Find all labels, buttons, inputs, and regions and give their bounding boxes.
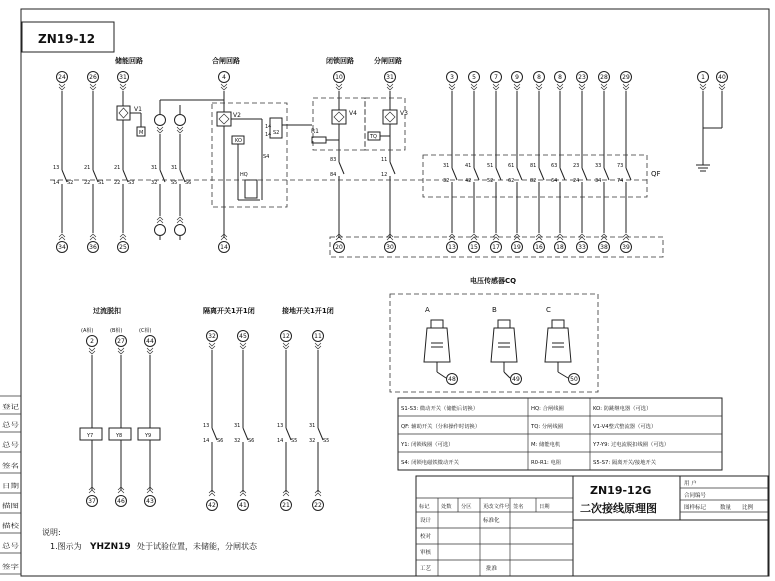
contact-top-number: 61 xyxy=(508,163,515,169)
contact-top-number: 13 xyxy=(277,423,284,429)
hq-coil xyxy=(245,180,257,198)
contact-bottom-number: 82 xyxy=(530,178,537,184)
terminal-label: 32 xyxy=(208,333,216,341)
legend-cell: M: 储能电机 xyxy=(531,442,561,448)
r1-resistor xyxy=(312,137,326,143)
title-drawing_no: 图样标记 xyxy=(684,505,707,511)
connector-chevron xyxy=(449,237,455,240)
s-top-num: 14 xyxy=(265,132,272,138)
strip-label: 签字 xyxy=(2,564,15,571)
title-header-cell: 更改文件号 xyxy=(483,504,510,510)
connector-chevron xyxy=(283,343,289,346)
earthing-title: 接地开关1开1闭 xyxy=(282,307,334,315)
contact-top-number: 13 xyxy=(53,165,60,171)
switch-blade xyxy=(560,168,565,180)
terminal-label: 25 xyxy=(119,244,127,252)
terminal-label: 18 xyxy=(556,244,564,252)
switch-blade xyxy=(390,162,395,174)
sensor-cap xyxy=(498,320,510,328)
terminal-label: 36 xyxy=(89,244,97,252)
contact-top-number: 13 xyxy=(203,423,210,429)
title-approve: 批准 xyxy=(486,566,498,572)
connector-chevron xyxy=(221,237,227,240)
hq-label: HQ xyxy=(240,172,248,178)
overcurrent-title: 过流脱扣 xyxy=(93,307,121,315)
phase-tag: (B相) xyxy=(110,328,123,334)
connector-chevron xyxy=(471,84,477,87)
isolator-title: 隔离开关1开1闭 xyxy=(203,307,255,315)
terminal-label: 12 xyxy=(282,333,290,341)
title-header-cell: 标记 xyxy=(419,504,430,510)
contact-bottom-number: S5 xyxy=(171,180,178,186)
terminal-label: 28 xyxy=(600,74,608,82)
terminal-label: 48 xyxy=(448,376,456,384)
contact-bottom-number: 62 xyxy=(508,178,515,184)
contact-top-number: 31 xyxy=(171,165,178,171)
terminal-label: 37 xyxy=(88,498,96,506)
connector-chevron xyxy=(514,237,520,240)
contact-top-number: 41 xyxy=(465,163,472,169)
right-terminal-40-label: 40 xyxy=(718,74,726,82)
terminal-label: 24 xyxy=(58,74,66,82)
connector-chevron xyxy=(59,237,65,240)
s-top-name: S2 xyxy=(273,130,280,136)
wire xyxy=(558,372,568,378)
legend-cell: Y7-Y9: 过电流脱扣线圈（可选） xyxy=(593,442,670,448)
connector-chevron xyxy=(240,343,246,346)
terminal-label: 8 xyxy=(537,74,541,82)
contact-top-number: 21 xyxy=(84,165,91,171)
v1-label: V1 xyxy=(134,106,142,113)
title-header-cell: 日期 xyxy=(539,504,550,510)
trip-coil-label: Y7 xyxy=(87,433,94,439)
terminal-label: 38 xyxy=(600,244,608,252)
legend-cell: Y1: 闭锁线圈（可选） xyxy=(401,442,454,448)
contact-top-number: 31 xyxy=(151,165,158,171)
terminal-label: 43 xyxy=(146,498,154,506)
contact-top-number: 31 xyxy=(309,423,316,429)
connector-chevron xyxy=(449,84,455,87)
terminal-label: 3 xyxy=(450,74,454,82)
terminal-label: 31 xyxy=(119,74,127,82)
title-contract: 合同编号 xyxy=(684,493,707,499)
title-row-label: 设计 xyxy=(420,518,432,524)
switch-blade xyxy=(539,168,544,180)
connector-chevron xyxy=(387,237,393,240)
connector-chevron xyxy=(177,127,183,130)
r1-label: R1 xyxy=(311,128,319,135)
lockout-bottom-terminal-label: 20 xyxy=(335,244,343,252)
contact-top-number: 23 xyxy=(573,163,580,169)
terminal-label: 34 xyxy=(58,244,66,252)
contact-top-number: 63 xyxy=(551,163,558,169)
title-header-cell: 处数 xyxy=(441,504,452,510)
connector-chevron xyxy=(118,490,124,493)
connector-chevron xyxy=(120,84,126,87)
legend-cell: S5-S7: 隔离开关/接地开关 xyxy=(593,460,657,466)
voltage-sensor-title: 电压传感器CQ xyxy=(470,277,517,285)
strip-label: 描图 xyxy=(2,503,15,510)
title-name: 二次接线原理图 xyxy=(580,502,657,515)
contact-bottom-number: 14 xyxy=(203,438,210,444)
contact-name: S6 xyxy=(217,438,224,444)
contact-top-number: 21 xyxy=(114,165,121,171)
title-row-label: 校对 xyxy=(420,534,432,540)
opening-circuit-title: 分闸回路 xyxy=(374,57,402,65)
connector-chevron xyxy=(514,84,520,87)
contact-bottom-number: 84 xyxy=(330,172,337,178)
v3-label: V3 xyxy=(400,110,408,117)
closing-bottom-terminal-label: 14 xyxy=(220,244,228,252)
terminal-label: 16 xyxy=(535,244,543,252)
notes-title: 说明: xyxy=(42,528,61,537)
sensor-cap xyxy=(552,320,564,328)
switch-blade xyxy=(339,162,344,174)
terminal-label: 49 xyxy=(512,376,520,384)
terminal-label: 39 xyxy=(622,244,630,252)
title-scale: 比例 xyxy=(742,505,754,511)
contact-bottom-number: 74 xyxy=(617,178,624,184)
drawing-code: ZN19-12 xyxy=(38,32,96,46)
connector-chevron xyxy=(601,84,607,87)
sensor-body xyxy=(545,328,571,362)
terminal-label: 29 xyxy=(622,74,630,82)
v2-label: V2 xyxy=(233,112,241,119)
connector-chevron xyxy=(118,348,124,351)
connector-chevron xyxy=(536,237,542,240)
title-block xyxy=(416,476,768,576)
sensor-cap xyxy=(431,320,443,328)
connector-chevron xyxy=(59,84,65,87)
terminal-label: 21 xyxy=(282,502,290,510)
contact-top-number: 31 xyxy=(443,163,450,169)
terminal-circle xyxy=(155,115,166,126)
closing-top-terminal-label: 4 xyxy=(222,74,226,82)
strip-label: 总号 xyxy=(2,543,15,550)
terminal-label: 26 xyxy=(89,74,97,82)
legend-cell: KO: 防跳继电器（可选） xyxy=(593,406,652,412)
terminal-label: 5 xyxy=(472,74,476,82)
connector-chevron xyxy=(240,493,246,496)
contact-top-number: 33 xyxy=(595,163,602,169)
connector-chevron xyxy=(336,84,342,87)
connector-chevron xyxy=(89,490,95,493)
terminal-label: 33 xyxy=(578,244,586,252)
connector-chevron xyxy=(209,343,215,346)
connector-chevron xyxy=(315,493,321,496)
connector-chevron xyxy=(557,237,563,240)
terminal-circle xyxy=(175,115,186,126)
v4-label: V4 xyxy=(349,110,357,117)
contact-bottom-number: 32 xyxy=(234,438,241,444)
connector-chevron xyxy=(147,490,153,493)
trip-coil-label: Y8 xyxy=(116,433,123,439)
notes-line1-prefix: 1.图示为 xyxy=(50,542,82,551)
title-std: 标准化 xyxy=(483,518,500,524)
title-model: ZN19-12G xyxy=(590,484,652,497)
phase-label: A xyxy=(425,306,430,314)
connector-chevron xyxy=(557,84,563,87)
terminal-label: 15 xyxy=(470,244,478,252)
connector-chevron xyxy=(493,84,499,87)
connector-chevron xyxy=(623,237,629,240)
connector-chevron xyxy=(147,348,153,351)
contact-top-number: 51 xyxy=(487,163,494,169)
legend-cell: HQ: 合闸线圈 xyxy=(531,406,564,412)
contact-bottom-number: 14 xyxy=(277,438,284,444)
connector-chevron xyxy=(315,343,321,346)
contact-bottom-number: 32 xyxy=(309,438,316,444)
terminal-label: 2 xyxy=(90,338,94,346)
connector-chevron xyxy=(283,493,289,496)
terminal-label: 22 xyxy=(314,502,322,510)
title-row-label: 工艺 xyxy=(420,566,432,572)
connector-chevron xyxy=(157,127,163,130)
legend-cell: V1-V4整式整流器（可选） xyxy=(593,424,657,430)
connector-chevron xyxy=(579,237,585,240)
connector-chevron xyxy=(221,84,227,87)
legend-cell: S4: 闭锁电磁铁微动开关 xyxy=(401,460,459,466)
connector-chevron xyxy=(90,237,96,240)
switch-blade xyxy=(496,168,501,180)
connector-chevron xyxy=(601,237,607,240)
sensor-body xyxy=(491,328,517,362)
phase-tag: (A相) xyxy=(81,328,94,334)
contact-top-number: 83 xyxy=(330,157,337,163)
opening-top-terminal-label: 31 xyxy=(386,74,394,82)
legend-table xyxy=(398,398,722,470)
connector-chevron xyxy=(536,84,542,87)
contact-name: S2 xyxy=(67,180,74,186)
title-header-cell: 签名 xyxy=(513,504,524,510)
contact-bottom-number: 34 xyxy=(595,178,602,184)
closing-circuit-title: 合闸回路 xyxy=(212,57,240,65)
right-terminal-1-label: 1 xyxy=(701,74,705,82)
storage-circuit-title: 储能回路 xyxy=(115,57,143,65)
contact-bottom-number: 64 xyxy=(551,178,558,184)
connector-chevron xyxy=(387,84,393,87)
connector-chevron xyxy=(471,237,477,240)
terminal-circle xyxy=(155,225,166,236)
strip-label: 描校 xyxy=(2,523,15,530)
contact-bottom-number: 52 xyxy=(487,178,494,184)
ko-label: KO xyxy=(235,138,242,144)
connector-chevron xyxy=(90,84,96,87)
terminal-label: 13 xyxy=(448,244,456,252)
legend-cell: R0-R1: 电阻 xyxy=(531,460,562,466)
s-top-num: 14 xyxy=(265,124,272,130)
terminal-label: 17 xyxy=(492,244,500,252)
trip-coil-label: Y9 xyxy=(145,433,152,439)
phase-tag: (C相) xyxy=(139,328,152,334)
connector-chevron xyxy=(157,220,163,223)
connector-chevron xyxy=(493,237,499,240)
connector-chevron xyxy=(719,84,725,87)
switch-blade xyxy=(626,168,631,180)
s4-label: S4 xyxy=(263,154,270,160)
contact-bottom-number: 12 xyxy=(381,172,388,178)
terminal-label: 45 xyxy=(239,333,247,341)
contact-bottom-number: 42 xyxy=(465,178,472,184)
contact-bottom-number: 24 xyxy=(573,178,580,184)
phase-label: B xyxy=(492,306,497,314)
connector-chevron xyxy=(623,84,629,87)
connector-chevron xyxy=(700,84,706,87)
connector-chevron xyxy=(579,84,585,87)
drawing-border xyxy=(21,9,769,576)
notes-line1-suffix: 处于试验位置，未储能，分闸状态 xyxy=(137,542,257,551)
contact-name: S3 xyxy=(128,180,135,186)
connector-chevron xyxy=(177,220,183,223)
contact-top-number: 31 xyxy=(234,423,241,429)
legend-cell: S1-S3: 微动开关（储能后切换） xyxy=(401,406,479,412)
terminal-label: 7 xyxy=(494,74,498,82)
tq-label: TQ xyxy=(370,134,377,140)
legend-cell: TQ: 分闸线圈 xyxy=(531,424,564,430)
strip-label: 日期 xyxy=(2,483,15,490)
terminal-label: 8 xyxy=(558,74,562,82)
contact-bottom-number: 22 xyxy=(114,180,121,186)
contact-bottom-number: 22 xyxy=(84,180,91,186)
connector-chevron xyxy=(209,493,215,496)
terminal-circle xyxy=(175,225,186,236)
opening-bottom-terminal-label: 30 xyxy=(386,244,394,252)
legend-cell: QF: 辅助开关（分和操作时切换） xyxy=(401,424,481,430)
switch-blade xyxy=(582,168,587,180)
contact-top-number: 11 xyxy=(381,157,388,163)
left-side-strip xyxy=(0,396,21,581)
terminal-label: 42 xyxy=(208,502,216,510)
title-qty: 数量 xyxy=(720,505,732,511)
lockout-circuit-title: 闭锁回路 xyxy=(326,57,354,65)
terminal-label: 19 xyxy=(513,244,521,252)
strip-label: 登记 xyxy=(2,404,15,411)
connector-chevron xyxy=(336,237,342,240)
strip-label: 总号 xyxy=(2,422,15,429)
switch-blade xyxy=(517,168,522,180)
contact-name: S5 xyxy=(323,438,330,444)
phase-label: C xyxy=(546,306,551,314)
contact-name: S1 xyxy=(98,180,105,186)
terminal-label: 27 xyxy=(117,338,125,346)
qf-dashed-enclosure xyxy=(423,155,647,197)
contact-bottom-number: 32 xyxy=(151,180,158,186)
terminal-label: 50 xyxy=(570,376,578,384)
wire xyxy=(437,372,446,378)
title-header-cell: 分区 xyxy=(461,504,472,510)
notes-line1-model: YHZN19 xyxy=(90,542,131,552)
switch-blade xyxy=(474,168,479,180)
sensor-body xyxy=(424,328,450,362)
terminal-label: 41 xyxy=(239,502,247,510)
contact-top-number: 73 xyxy=(617,163,624,169)
motor-label: M xyxy=(139,130,144,136)
contact-bottom-number: 14 xyxy=(53,180,60,186)
title-row-label: 审核 xyxy=(420,550,432,556)
terminal-label: 44 xyxy=(146,338,154,346)
wire xyxy=(504,372,510,378)
contact-top-number: 81 xyxy=(530,163,537,169)
contact-name: S6 xyxy=(185,180,192,186)
contact-name: S5 xyxy=(291,438,298,444)
lockout-top-terminal-label: 10 xyxy=(335,74,343,82)
contact-name: S6 xyxy=(248,438,255,444)
terminal-label: 9 xyxy=(515,74,519,82)
terminal-label: 11 xyxy=(314,333,322,341)
switch-blade xyxy=(452,168,457,180)
title-user: 用 户 xyxy=(684,481,697,487)
terminal-label: 46 xyxy=(117,498,125,506)
contact-bottom-number: 32 xyxy=(443,178,450,184)
connector-chevron xyxy=(89,348,95,351)
terminal-label: 23 xyxy=(578,74,586,82)
strip-label: 总号 xyxy=(2,442,15,449)
qf-label: QF xyxy=(651,170,661,178)
strip-label: 签名 xyxy=(2,463,15,470)
switch-blade xyxy=(604,168,609,180)
connector-chevron xyxy=(120,237,126,240)
